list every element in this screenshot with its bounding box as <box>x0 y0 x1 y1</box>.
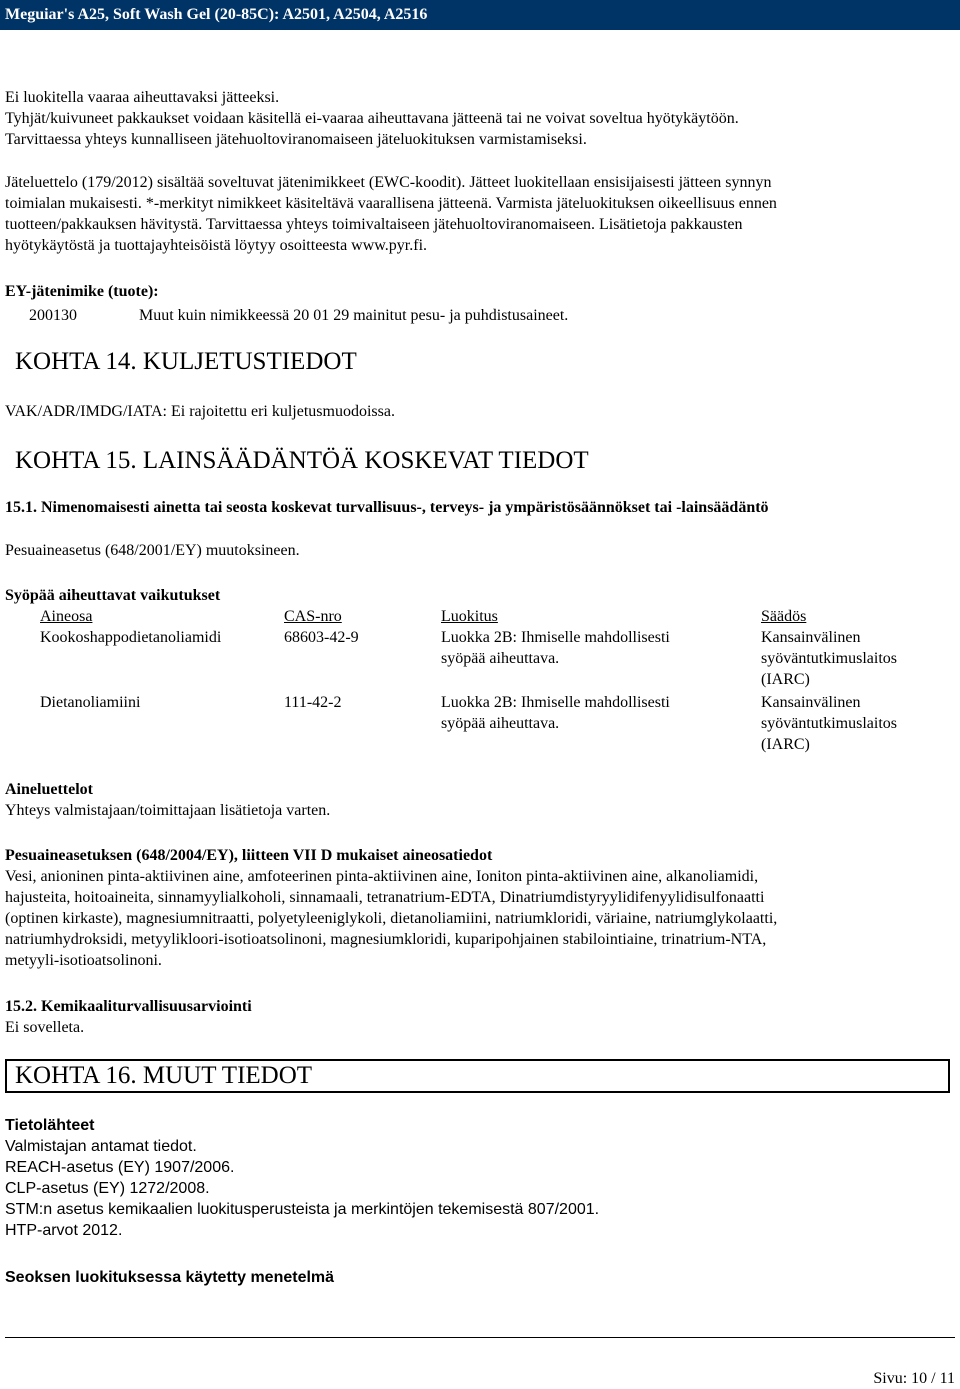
detergent-ingredients-block: Pesuaineasetuksen (648/2004/EY), liitteen VII D mukaiset aineosatiedot Vesi, anioninen pinta-aktiivinen aine, amfoteerinen pinta-aktiivinen aine, Ioniton pinta-aktiivinen aine, alkanoliamidi, hajusteita, hoitoaineita, sinnamyylialkoholi, sinnamaali, tetranatrium-EDTA, Dinatriumdistyryylidifenyylidisulfonaatti (optinen kirkaste), magnesiumnitraatti, polyetyleeniglykoli, dietanoliamiini, natriumkloridi, väriaine, natriumglykolaatti, natriumhydroksidi, metyylikloori-isotioatsolinoni, magnesiumkloridi, kuparipohjainen stabilointiaine, trinatrium-NTA, metyyli-isotioatsolinoni. <box>5 845 950 971</box>
ewc-heading: EY-jätenimike (tuote): <box>5 283 159 300</box>
classification: Luokka 2B: Ihmiselle mahdollisesti syöpää aiheuttava. <box>441 629 670 667</box>
page-number: Sivu: 10 / 11 <box>873 1370 955 1387</box>
regulation: Kansainvälinen syöväntutkimuslaitos (IARC) <box>761 629 897 688</box>
list-item: STM:n asetus kemikaalien luokitusperusteista ja merkintöjen tekemisestä 807/2001. <box>5 1201 600 1218</box>
section-15-title: KOHTA 15. LAINSÄÄDÄNTÖÄ KOSKEVAT TIEDOT <box>5 444 950 478</box>
list-item: REACH-asetus (EY) 1907/2006. <box>5 1159 235 1176</box>
sources-heading: Tietolähteet <box>5 1117 95 1134</box>
col-header-regulation: Säädös <box>761 608 807 625</box>
carcinogen-heading: Syöpää aiheuttavat vaikutukset <box>5 587 221 604</box>
cas-number: 111-42-2 <box>284 694 342 711</box>
chemical-safety-block <box>5 996 950 1038</box>
waste-p2: Tyhjät/kuivuneet pakkaukset voidaan käsitellä ei-vaaraa aiheuttavana jätteenä tai ne voivat soveltua hyötykäytöön. <box>5 110 739 127</box>
inventory-heading: Aineluettelot <box>5 781 93 798</box>
section-16-title: KOHTA 16. MUUT TIEDOT <box>5 1059 950 1093</box>
section-15-1-heading: 15.1. Nimenomaisesti ainetta tai seosta koskevat turvallisuus-, terveys- ja ympäristösäännökset tai -lainsäädäntö <box>5 499 769 516</box>
cas-number: 68603-42-9 <box>284 629 359 646</box>
regulation: Kansainvälinen syöväntutkimuslaitos (IARC) <box>761 694 897 753</box>
classification: Luokka 2B: Ihmiselle mahdollisesti syöpää aiheuttava. <box>441 694 670 732</box>
sources-block <box>5 1115 950 1241</box>
section-15-2-text: Ei sovelleta. <box>5 1019 85 1036</box>
ewc-code: 200130 <box>29 307 77 324</box>
inventory-text: Yhteys valmistajaan/toimittajaan lisätietoja varten. <box>5 802 331 819</box>
inventory-block <box>5 779 950 821</box>
section-14-title: KOHTA 14. KULJETUSTIEDOT <box>5 345 950 379</box>
col-header-classification: Luokitus <box>441 608 498 625</box>
detergent-heading: Pesuaineasetuksen (648/2004/EY), liitteen VII D mukaiset aineosatiedot <box>5 847 493 864</box>
waste-p3: Tarvittaessa yhteys kunnalliseen jätehuoltoviranomaiseen jäteluokituksen varmistamiseksi. <box>5 131 587 148</box>
waste-p1: Ei luokitella vaaraa aiheuttavaksi jätteeksi. <box>5 89 280 106</box>
waste-ewc-paragraph: Jäteluettelo (179/2012) sisältää soveltuvat jätenimikkeet (EWC-koodit). Jätteet luokitellaan ensisijaisesti jätteen synnyn toimialan mukaisesti. *-merkityt nimikkeet käsiteltävä vaarallisena jätteenä. Varmista jäteluokituksen oikeellisuus ennen tuotteen/pakkauksen hävitystä. Tarvittaessa yhteys toimivaltaiseen jätehuoltoviranomaiseen. Lisätietoja pakkausten hyötykäytöstä ja tuottajayhteisöistä löytyy osoitteesta www.pyr.fi. <box>5 174 777 254</box>
section-15-2-heading: 15.2. Kemikaaliturvallisuusarviointi <box>5 998 252 1015</box>
detergent-regulation: Pesuaineasetus (648/2001/EY) muutoksineen. <box>5 542 300 559</box>
col-header-ingredient: Aineosa <box>40 608 93 625</box>
transport-text: VAK/ADR/IMDG/IATA: Ei rajoitettu eri kuljetusmuodoissa. <box>5 403 395 420</box>
method-heading: Seoksen luokituksessa käytetty menetelmä <box>5 1269 335 1286</box>
ewc-description: Muut kuin nimikkeessä 20 01 29 mainitut pesu- ja puhdistusaineet. <box>139 307 569 324</box>
list-item: CLP-asetus (EY) 1272/2008. <box>5 1180 210 1197</box>
document-header: Meguiar's A25, Soft Wash Gel (20-85C): A2501, A2504, A2516 <box>0 0 960 30</box>
footer-divider <box>5 1337 955 1338</box>
ingredient-name: Dietanoliamiini <box>40 694 141 711</box>
waste-text <box>5 87 950 150</box>
ingredient-name: Kookoshappodietanoliamidi <box>40 629 222 646</box>
list-item: HTP-arvot 2012. <box>5 1222 123 1239</box>
col-header-cas: CAS-nro <box>284 608 342 625</box>
list-item: Valmistajan antamat tiedot. <box>5 1138 197 1155</box>
